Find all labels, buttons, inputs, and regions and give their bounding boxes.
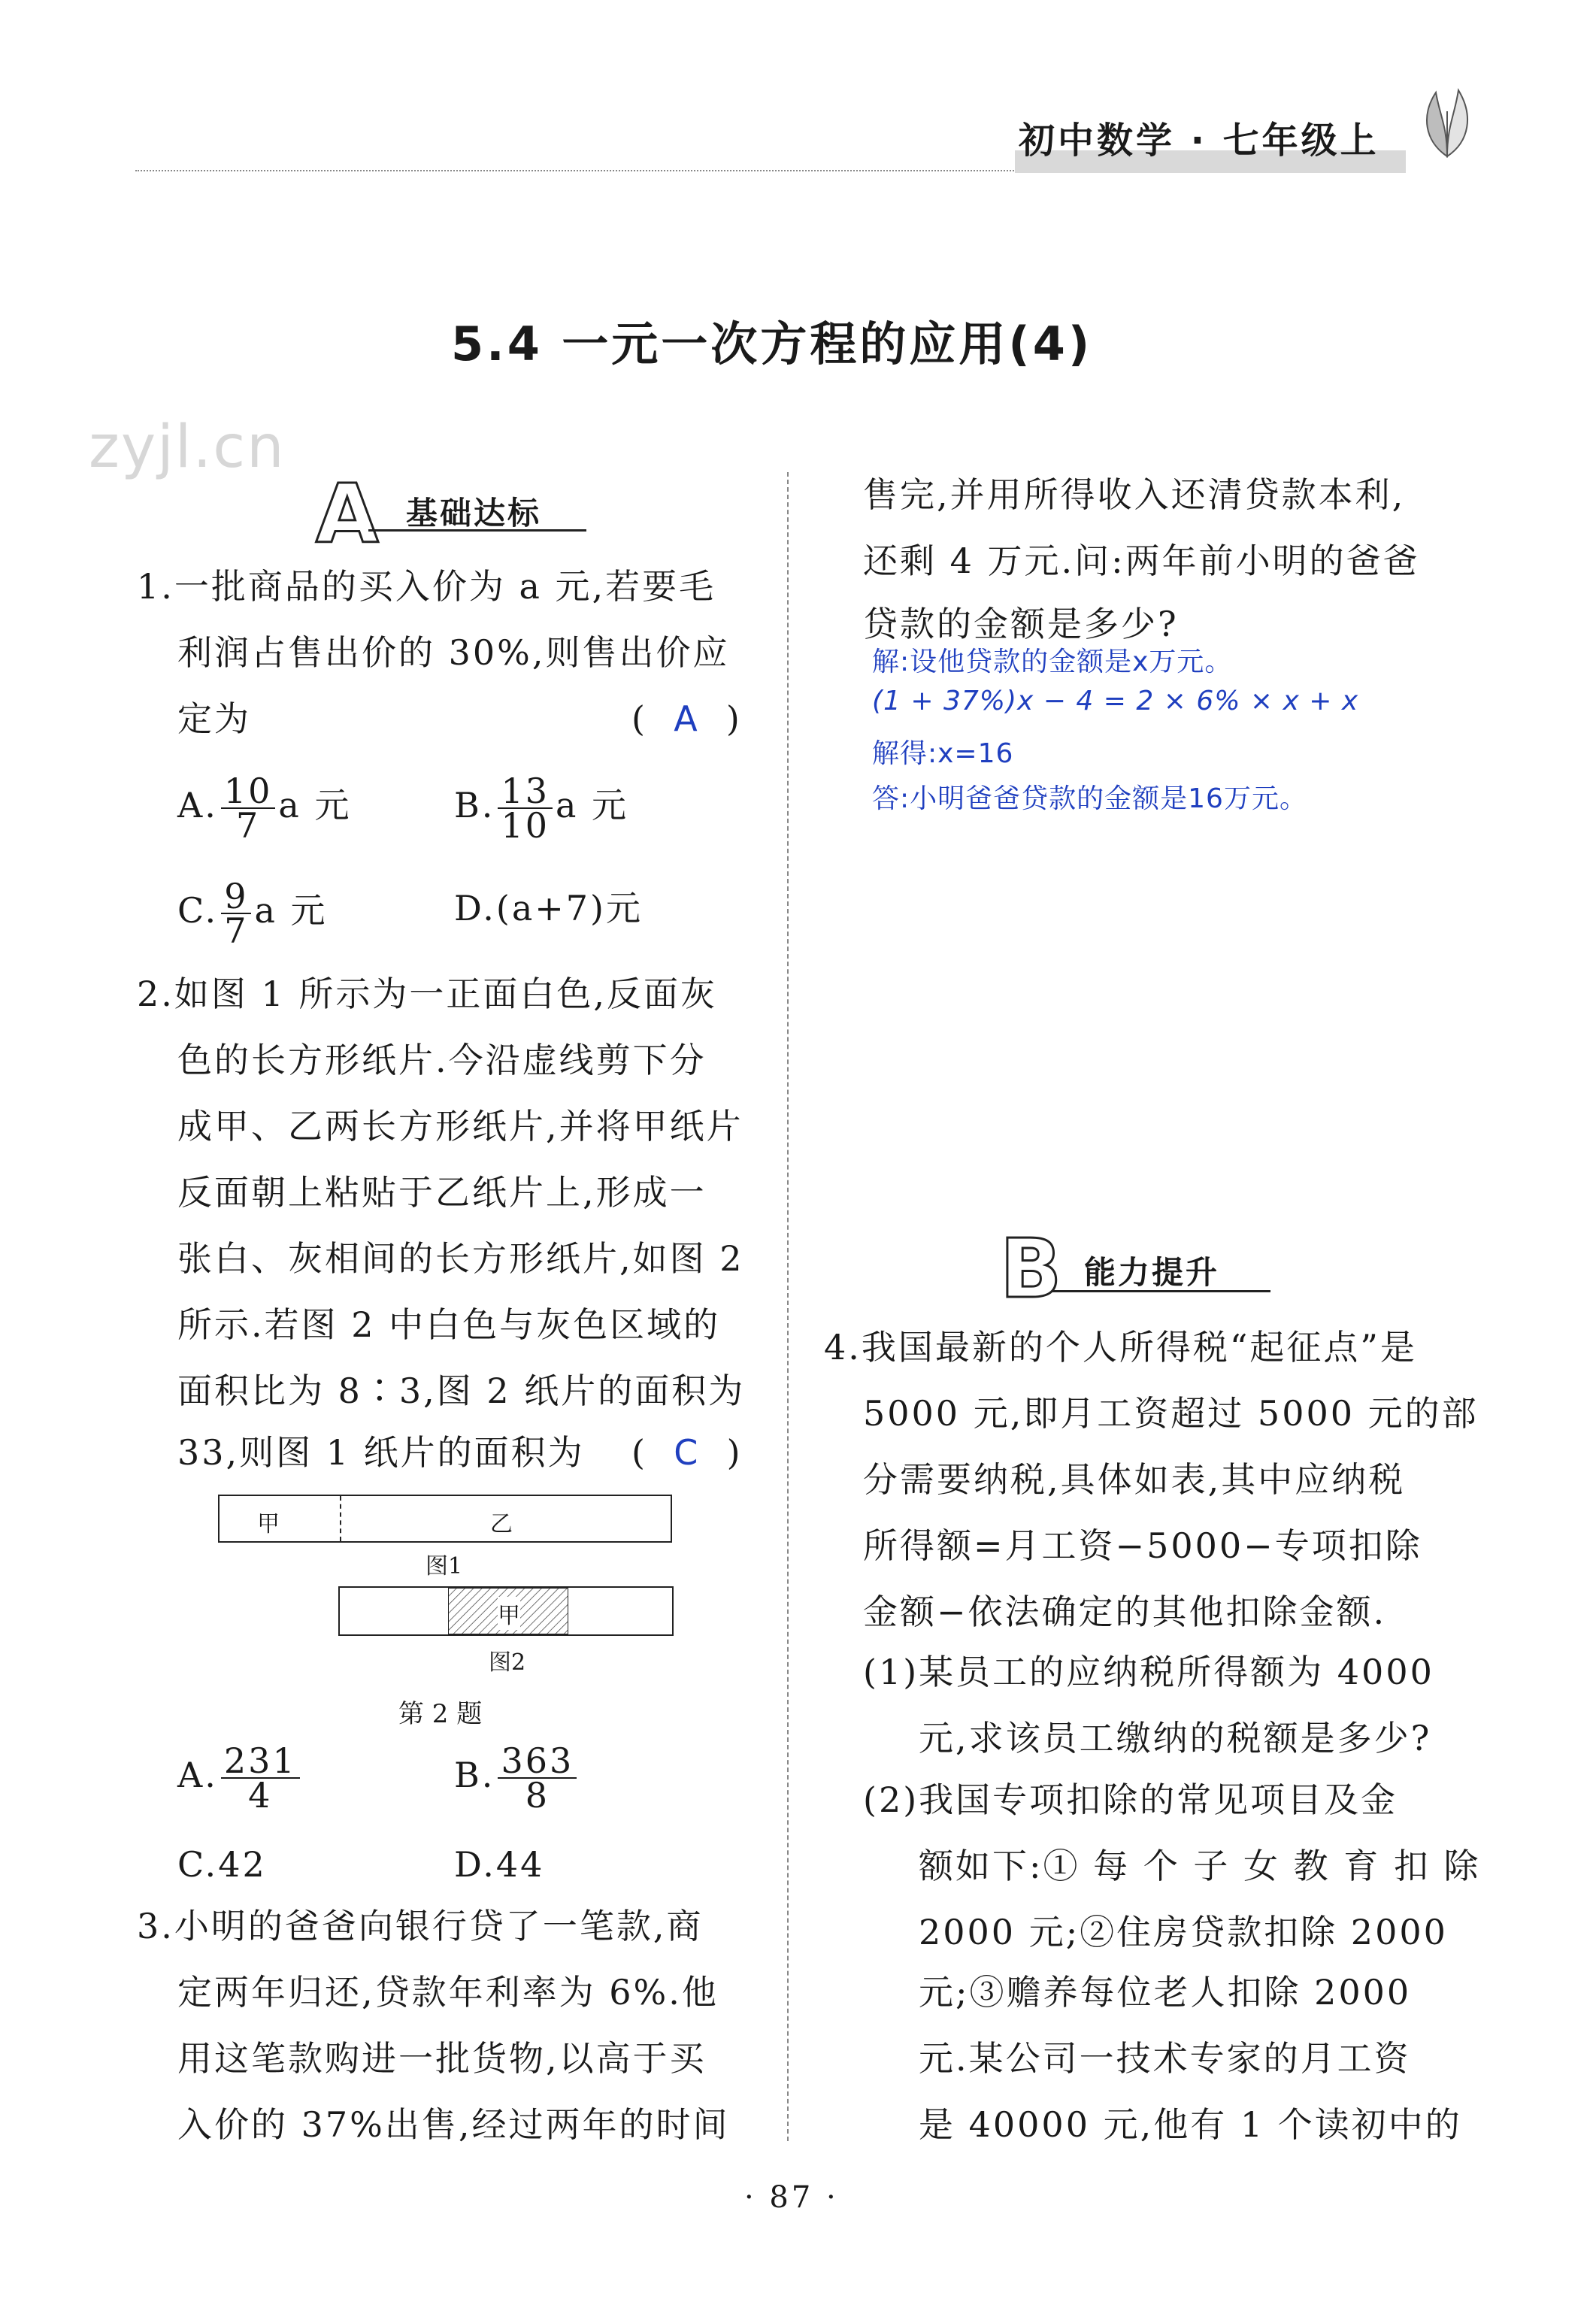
q1-c-fraction: $\frac{9}{7}$ [221,880,251,947]
q3-line-2: 定两年归还,贷款年利率为 6%.他 [177,1972,719,2013]
q4-line-5: 金额−依法确定的其他扣除金额. [863,1592,1387,1632]
q3-line-1: 3.小明的爸爸向银行贷了一笔款,商 [137,1906,704,1946]
q1-line-2: 利润占售出价的 30%,则售出价应 [177,632,730,673]
q1-b-fraction: $\frac{13}{10}$ [498,774,553,842]
q2-line-7: 面积比为 8∶3,图 2 纸片的面积为 [177,1371,746,1411]
q1-line-1: 1.一批商品的买入价为 a 元,若要毛 [137,566,716,607]
q2-option-a[interactable]: A. $\frac{231}{4}$ [177,1744,303,1812]
q4-line-1: 4.我国最新的个人所得税“起征点”是 [824,1327,1417,1368]
q2-answer-bracket: ( C ) [631,1432,743,1473]
section-title: 5.4 一元一次方程的应用(4) [451,317,1093,371]
q1-a-fraction: $\frac{10}{7}$ [221,774,276,842]
q1-answer-bracket: ( A ) [631,698,742,739]
badge-underline [368,529,586,532]
q4-line-2: 5000 元,即月工资超过 5000 元的部 [863,1393,1479,1434]
q3-solution-line-1: 解:设他贷款的金额是x万元。 [872,647,1233,677]
q2-answer: C [674,1432,701,1473]
header-rule [135,170,1037,174]
page-header [0,0,1596,180]
column-divider [787,472,789,2141]
q4-line-3: 分需要纳税,具体如表,其中应纳税 [863,1459,1406,1500]
q3-line-4: 入价的 37%出售,经过两年的时间 [177,2104,730,2145]
q4-line-4: 所得额=月工资−5000−专项扣除 [863,1525,1422,1566]
q2-line-5: 张白、灰相间的长方形纸片,如图 2 [177,1238,744,1279]
q3-cont-line-2: 还剩 4 万元.问:两年前小明的爸爸 [863,541,1420,581]
header-title: 初中数学 · 七年级上 [1019,120,1379,162]
page-number: · 87 · [744,2180,839,2215]
q2-option-c[interactable]: C.42 [177,1844,267,1885]
badge-label-advanced: 能力提升 [1084,1254,1220,1291]
fig2-caption: 图2 [489,1649,526,1676]
q3-solution-line-2: (1 + 37%)x − 4 = 2 × 6% × x + x [872,686,1359,716]
badge-letter-a: A [316,468,379,562]
q1-line-3: 定为 [177,698,251,739]
leaf-logo-icon [1413,81,1481,164]
q2-option-b[interactable]: B. $\frac{363}{8}$ [454,1744,580,1812]
badge-letter-b: B [1000,1222,1062,1316]
q2-b-fraction: $\frac{363}{8}$ [498,1744,577,1812]
q1-answer: A [674,698,700,739]
q3-line-3: 用这笔款购进一批货物,以高于买 [177,2038,707,2079]
fig1-label-jia: 甲 [257,1511,280,1537]
q2-line-6: 所示.若图 2 中白色与灰色区域的 [177,1304,721,1345]
q4-sub2-line-6: 是 40000 元,他有 1 个读初中的 [919,2104,1462,2145]
badge-underline-b [1052,1290,1270,1292]
q4-sub1-line-1: (1)某员工的应纳税所得额为 4000 [863,1652,1434,1692]
q4-sub2-line-2: 额如下:① 每 个 子 女 教 育 扣 除 [919,1846,1481,1886]
badge-label-basic: 基础达标 [406,495,542,532]
watermark: zyjl.cn [89,413,286,481]
q3-cont-line-1: 售完,并用所得收入还清贷款本利, [863,474,1406,515]
q2-figure-2 [338,1586,674,1636]
fig1-dashed-cut [340,1496,341,1541]
q1-option-b[interactable]: B. $\frac{13}{10}$ a 元 [454,771,629,846]
q2-line-4: 反面朝上粘贴于乙纸片上,形成一 [177,1172,707,1213]
q4-sub2-line-1: (2)我国专项扣除的常见项目及金 [863,1779,1398,1820]
q4-sub1-line-2: 元,求该员工缴纳的税额是多少? [919,1718,1432,1758]
q2-figure-1 [218,1495,672,1543]
q2-option-d[interactable]: D.44 [454,1844,545,1885]
badge-basic [316,468,586,564]
q3-solution-line-4: 答:小明爸爸贷款的金额是16万元。 [872,783,1307,814]
q2-a-fraction: $\frac{231}{4}$ [221,1744,300,1812]
q2-figure-caption: 第 2 题 [398,1699,483,1729]
q1-option-a[interactable]: A. $\frac{10}{7}$ a 元 [177,771,352,846]
q2-line-8: 33,则图 1 纸片的面积为 [177,1432,585,1473]
q2-line-3: 成甲、乙两长方形纸片,并将甲纸片 [177,1106,743,1146]
q4-sub2-line-3: 2000 元;②住房贷款扣除 2000 [919,1912,1448,1952]
fig2-label-jia: 甲 [498,1597,520,1630]
q2-line-2: 色的长方形纸片.今沿虚线剪下分 [177,1040,707,1080]
fig1-label-yi: 乙 [490,1511,513,1537]
q3-cont-line-3: 贷款的金额是多少? [863,604,1179,644]
q4-sub2-line-4: 元;③赡养每位老人扣除 2000 [919,1972,1412,2013]
fig1-caption: 图1 [425,1553,463,1580]
q4-sub2-line-5: 元.某公司一技术专家的月工资 [919,2038,1411,2079]
q3-solution-line-3: 解得:x=16 [872,738,1014,769]
badge-advanced [1000,1222,1270,1319]
q1-option-d[interactable]: D.(a+7)元 [454,888,644,928]
q2-line-1: 2.如图 1 所示为一正面白色,反面灰 [137,974,718,1014]
q1-option-c[interactable]: C. $\frac{9}{7}$ a 元 [177,876,328,951]
